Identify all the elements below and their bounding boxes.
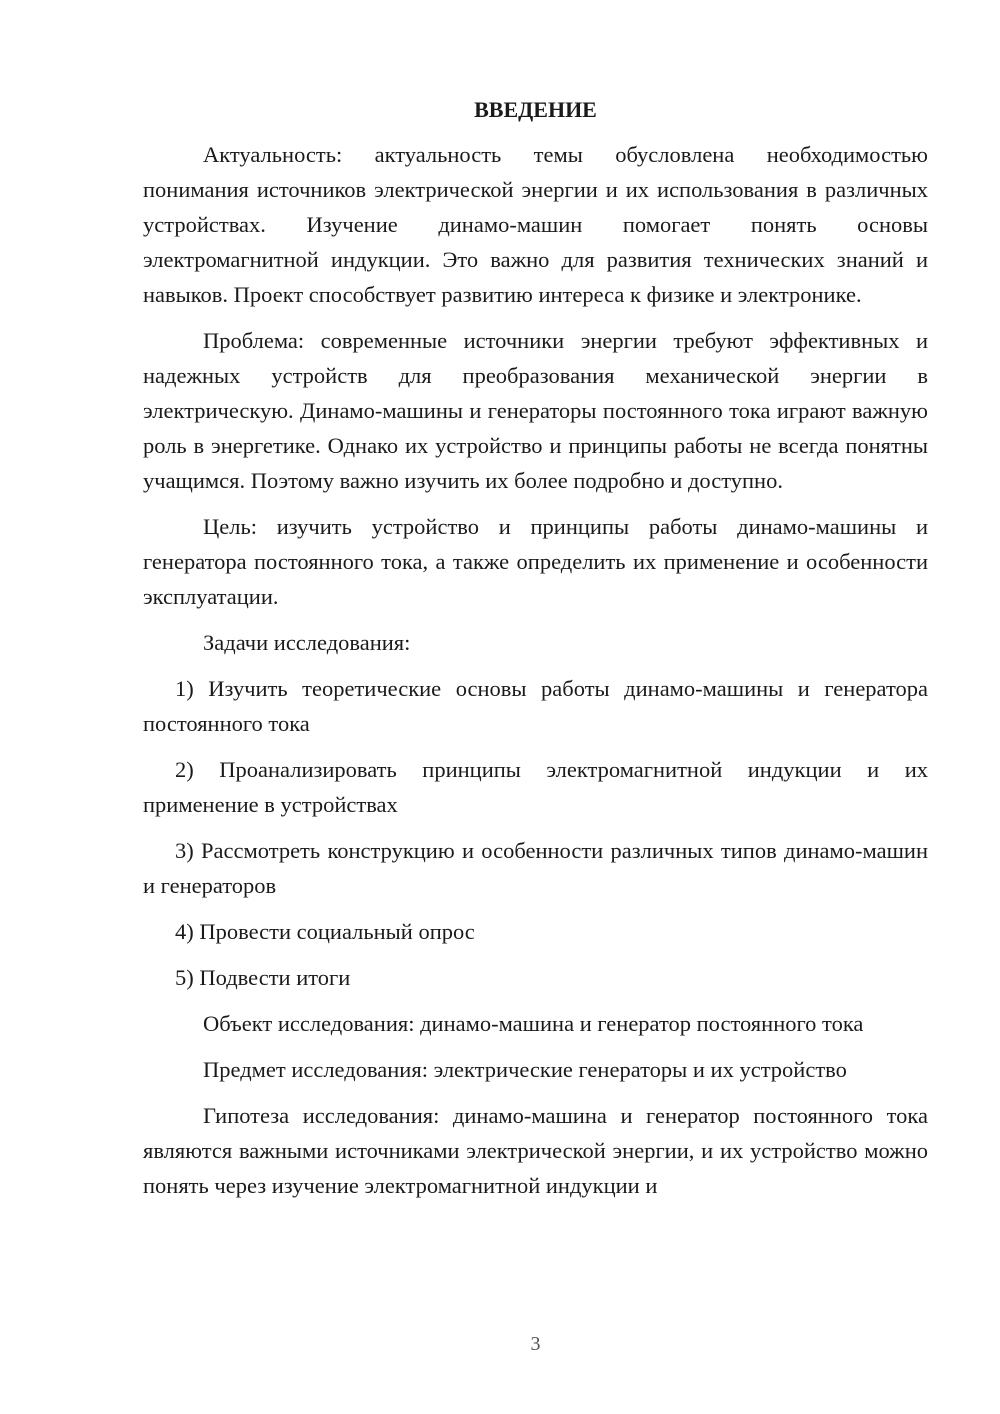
paragraph-problem: Проблема: современные источники энергии требуют эффективных и надежных устройств для преобразования механической энергии в электрическую. Динамо-машины и генераторы постоянного тока играют важную роль в энергетике. Однако их устройство и принципы работы не всегда понятны учащимся. Поэтому важно изучить их более подробно и доступно. xyxy=(143,328,928,493)
task-item-3: 3) Рассмотреть конструкцию и особенности различных типов динамо-машин и генераторов xyxy=(143,838,928,898)
document-page xyxy=(143,92,928,1214)
page-title: ВВЕДЕНИЕ xyxy=(474,97,597,122)
task-item-1: 1) Изучить теоретические основы работы динамо-машины и генератора постоянного тока xyxy=(143,676,928,736)
paragraph-relevance: Актуальность: актуальность темы обусловлена необходимостью понимания источников электрической энергии и их использования в различных устройствах. Изучение динамо-машин помогает понять основы электромагнитной индукции. Это важно для развития технических знаний и навыков. Проект способствует развитию интереса к физике и электронике. xyxy=(143,142,928,307)
paragraph-tasks-heading: Задачи исследования: xyxy=(203,630,411,655)
page-number: 3 xyxy=(530,1333,541,1355)
task-item-4: 4) Провести социальный опрос xyxy=(175,919,475,944)
task-item-5: 5) Подвести итоги xyxy=(175,965,351,990)
paragraph-hypothesis: Гипотеза исследования: динамо-машина и генератор постоянного тока являются важными источниками электрической энергии, и их устройство можно понять через изучение электромагнитной индукции и xyxy=(143,1103,928,1198)
paragraph-goal: Цель: изучить устройство и принципы работы динамо-машины и генератора постоянного тока, а также определить их применение и особенности эксплуатации. xyxy=(143,514,928,609)
paragraph-subject: Предмет исследования: электрические генераторы и их устройство xyxy=(203,1057,847,1082)
task-item-2: 2) Проанализировать принципы электромагнитной индукции и их применение в устройствах xyxy=(143,757,928,817)
paragraph-object: Объект исследования: динамо-машина и генератор постоянного тока xyxy=(203,1011,864,1036)
